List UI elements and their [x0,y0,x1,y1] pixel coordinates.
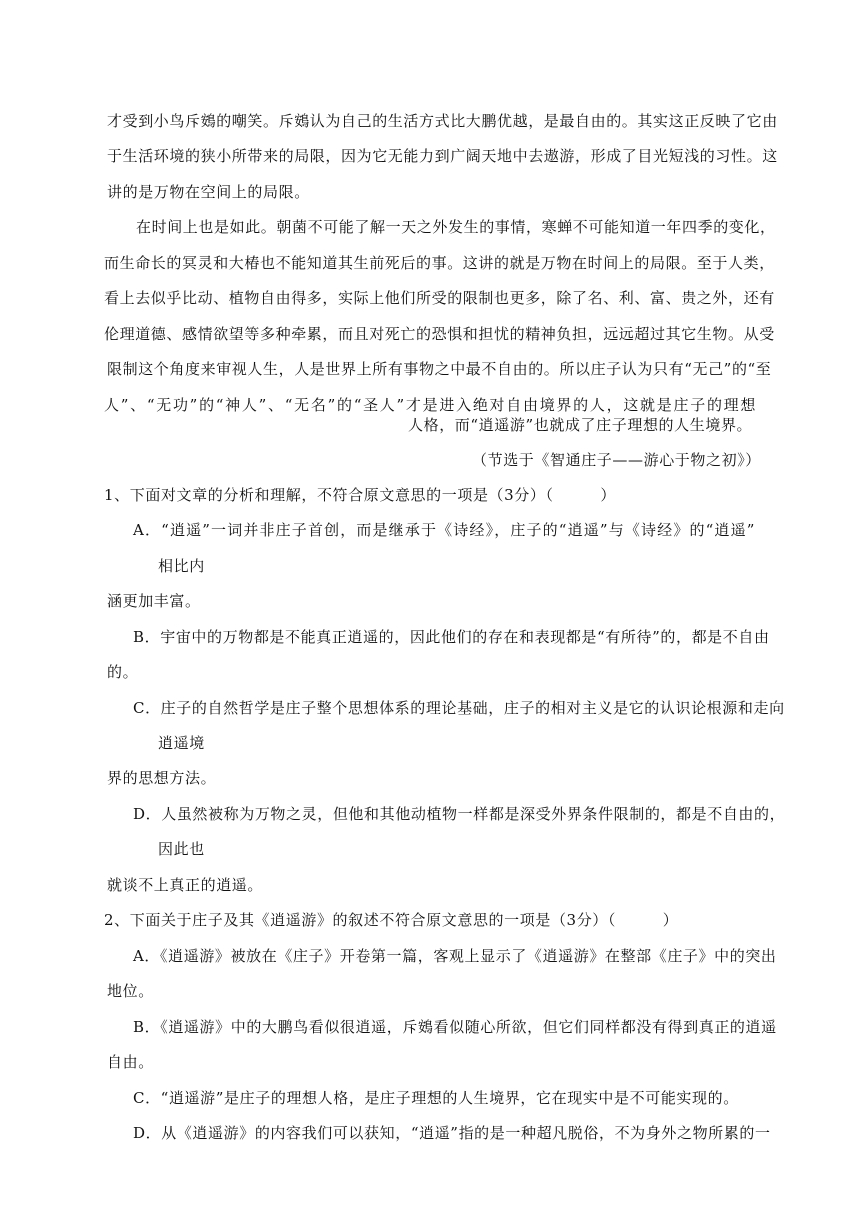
option-d-cont: 就谈不上真正的逍遥。 [107,876,264,894]
passage-line: 人格，而“逍遥游”也就成了庄子理想的人生境界。 [408,416,753,434]
option-b-cont: 的。 [107,663,139,681]
passage-line: 限制这个角度来审视人生，人是世界上所有事物之中最不自由的。所以庄子认为只有“无己”的“至 [107,360,772,378]
option-b-cont: 自由。 [107,1053,154,1071]
option-a-cont: 相比内 [158,557,205,575]
option-c: C．庄子的自然哲学是庄子整个思想体系的理论基础，庄子的相对主义是它的认识论根源和走向 [133,699,785,717]
passage-line: 才受到小鸟斥鴳的嘲笑。斥鴳认为自己的生活方式比大鹏优越，是最自由的。其实这正反映了它由 [107,112,778,130]
option-b: B．《逍遥游》中的大鹏鸟看似很逍遥，斥鴳看似随心所欲，但它们同样都没有得到真正的逍遥 [133,1018,777,1036]
option-b: B．宇宙中的万物都是不能真正逍遥的，因此他们的存在和表现都是“有所待”的，都是不自由 [133,628,770,646]
option-a: A．“逍遥”一词并非庄子首创，而是继承于《诗经》，庄子的“逍遥”与《诗经》的“逍遥” [133,521,755,539]
option-c-cont: 界的思想方法。 [107,769,217,787]
option-a-cont: 地位。 [107,982,154,1000]
option-d: D．从《逍遥游》的内容我们可以获知，“逍遥”指的是一种超凡脱俗，不为身外之物所累的一 [133,1124,771,1142]
option-c-cont: 逍遥境 [158,734,205,752]
passage-line: 而生命长的冥灵和大椿也不能知道其生前死后的事。这讲的就是万物在时间上的局限。至于人类， [104,254,775,272]
passage-line: 看上去似乎比动、植物自由得多，实际上他们所受的限制也更多，除了名、利、富、贵之外，还有 [104,289,775,307]
option-d-cont: 因此也 [158,840,205,858]
option-c: C．“逍遥游”是庄子的理想人格，是庄子理想的人生境界，它在现实中是不可能实现的。 [133,1089,739,1107]
question-stem: 2、下面关于庄子及其《逍遥游》的叙述不符合原文意思的一项是（3分）（ ） [104,911,679,929]
passage-line: 讲的是万物在空间上的局限。 [107,183,310,201]
question-stem: 1、下面对文章的分析和理解，不符合原文意思的一项是（3分）（ ） [104,486,616,504]
option-a: A．《逍遥游》被放在《庄子》开卷第一篇，客观上显示了《逍遥游》在整部《庄子》中的突出 [133,947,777,965]
passage-line: 于生活环境的狭小所带来的局限，因为它无能力到广阔天地中去遨游，形成了目光短浅的习性。这 [107,147,778,165]
option-d: D．人虽然被称为万物之灵，但他和其他动植物一样都是深受外界条件限制的，都是不自由的， [133,805,786,823]
passage-line: 伦理道德、感情欲望等多种牵累，而且对死亡的恐惧和担忧的精神负担，远远超过其它生物。从受 [104,325,775,343]
passage-source: （节选于《智通庄子——游心于物之初》） [472,451,761,469]
passage-line: 在时间上也是如此。朝菌不可能了解一天之外发生的事情，寒蝉不可能知道一年四季的变化， [136,218,776,236]
passage-line: 人”、“无功”的“神人”、“无名”的“圣人”才是进入绝对自由境界的人，这就是庄子的理想 [104,396,756,414]
option-a-cont: 涵更加丰富。 [107,592,201,610]
